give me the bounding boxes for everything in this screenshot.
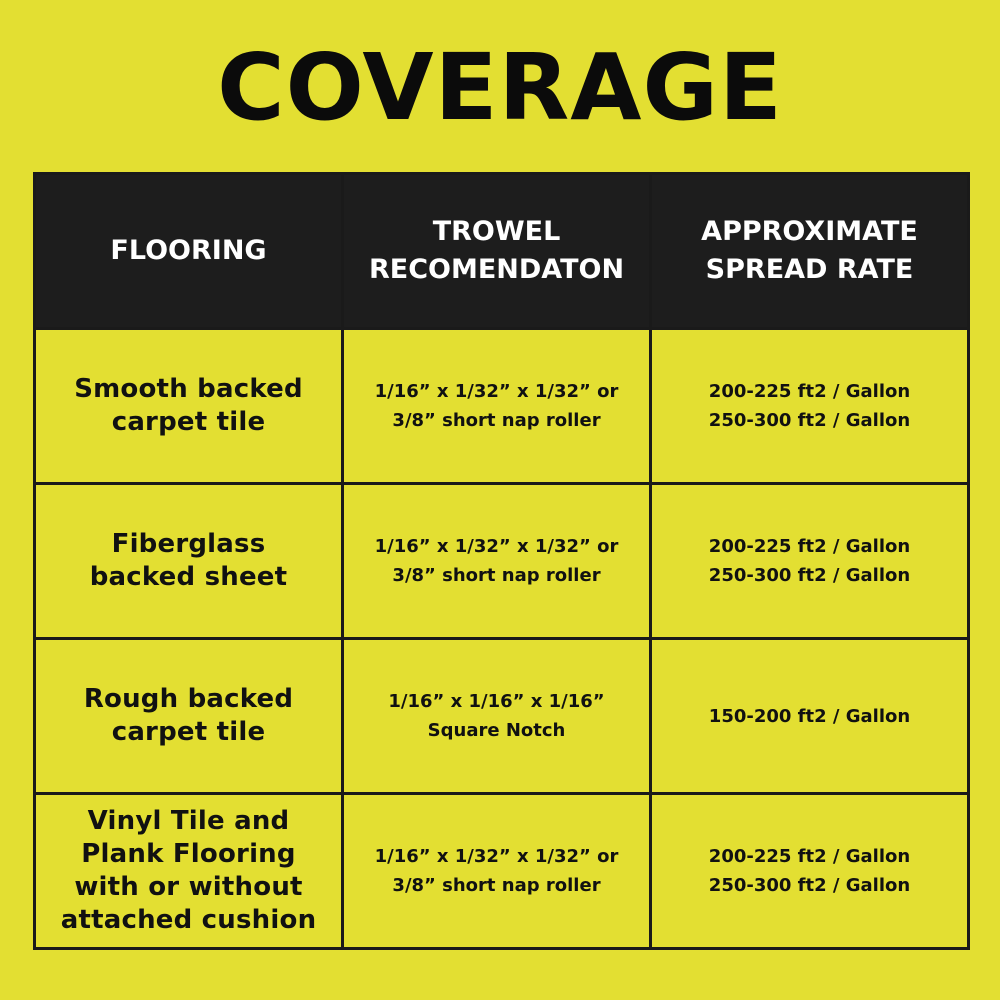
cell-spread-rate: 200-225 ft2 / Gallon 250-300 ft2 / Gallon	[651, 794, 969, 949]
table-header-row	[35, 174, 969, 329]
cell-spread-rate: 150-200 ft2 / Gallon	[651, 639, 969, 794]
cell-flooring: Smooth backed carpet tile	[35, 329, 343, 484]
cell-flooring: Fiberglass backed sheet	[35, 484, 343, 639]
cell-flooring: Vinyl Tile and Plank Flooring with or without attached cushion	[35, 794, 343, 949]
cell-trowel: 1/16” x 1/32” x 1/32” or 3/8” short nap roller	[343, 794, 651, 949]
cell-spread-rate: 200-225 ft2 / Gallon 250-300 ft2 / Gallon	[651, 329, 969, 484]
cell-flooring: Rough backed carpet tile	[35, 639, 343, 794]
cell-trowel: 1/16” x 1/16” x 1/16” Square Notch	[343, 639, 651, 794]
coverage-table	[33, 172, 970, 950]
table-row	[35, 639, 969, 794]
table-row	[35, 794, 969, 949]
header-flooring: FLOORING	[35, 174, 343, 329]
cell-trowel: 1/16” x 1/32” x 1/32” or 3/8” short nap roller	[343, 329, 651, 484]
cell-trowel: 1/16” x 1/32” x 1/32” or 3/8” short nap roller	[343, 484, 651, 639]
cell-spread-rate: 200-225 ft2 / Gallon 250-300 ft2 / Gallon	[651, 484, 969, 639]
header-spread-rate: APPROXIMATE SPREAD RATE	[651, 174, 969, 329]
page-title: COVERAGE	[217, 34, 783, 141]
table-row	[35, 484, 969, 639]
table-row	[35, 329, 969, 484]
header-trowel-recommendation: TROWEL RECOMENDATON	[343, 174, 651, 329]
